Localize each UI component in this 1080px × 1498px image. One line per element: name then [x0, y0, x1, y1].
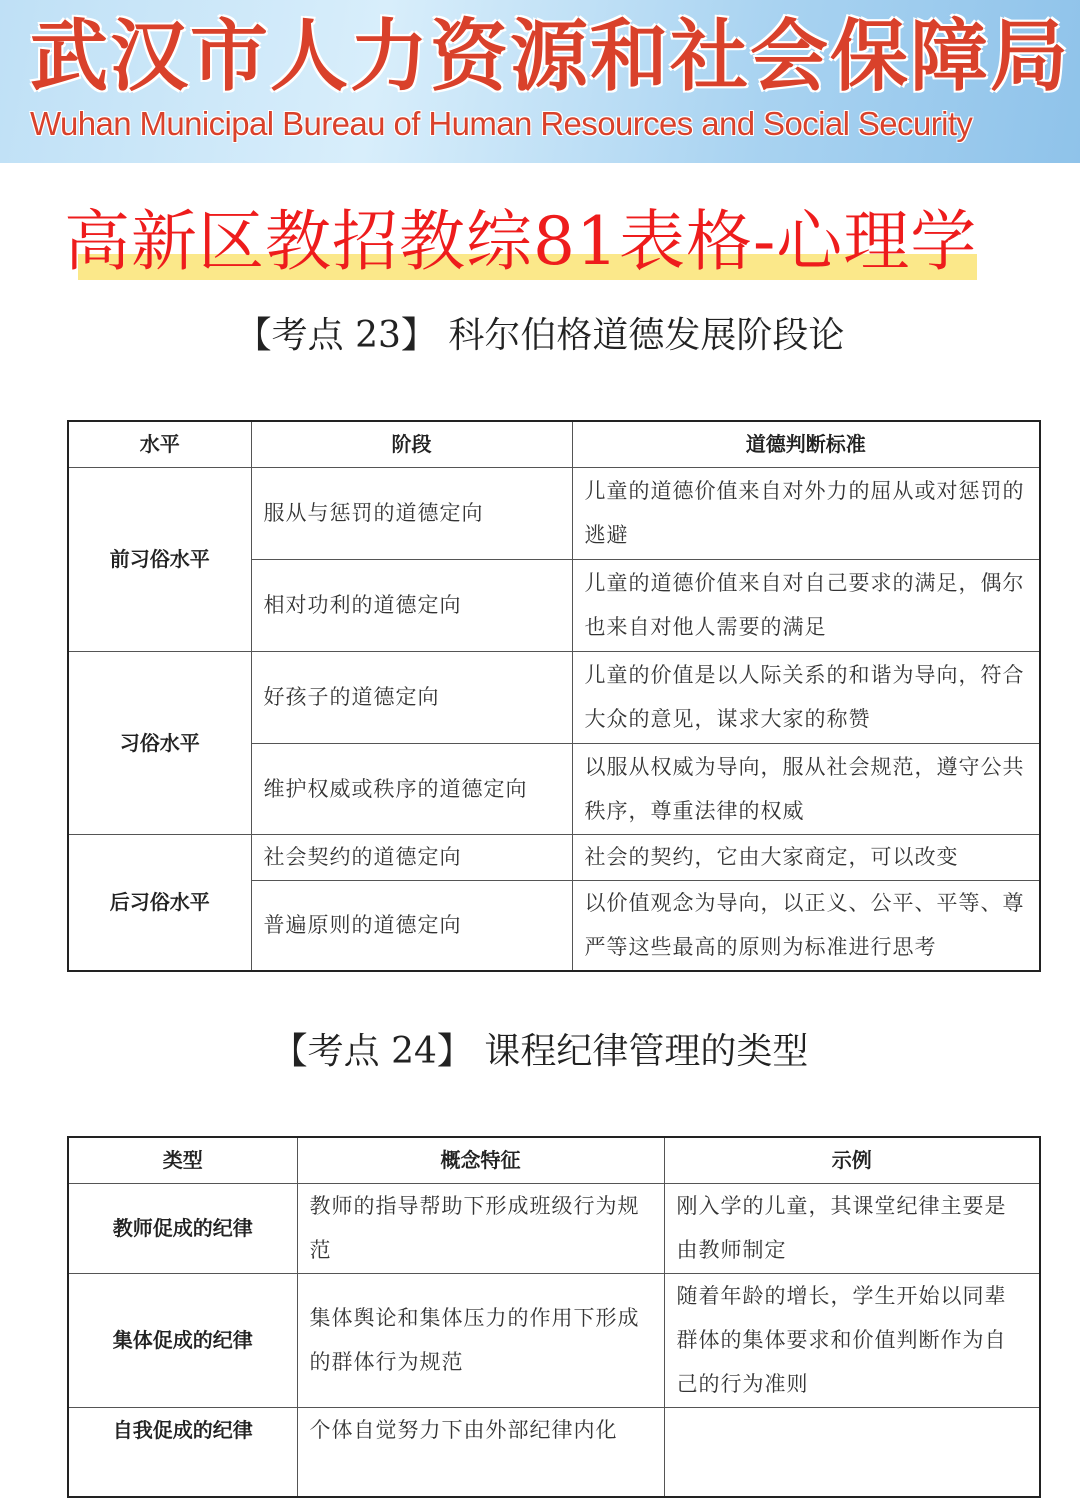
level-cell: 前习俗水平: [68, 467, 251, 651]
table-row: [68, 1183, 1040, 1273]
header-cell: 概念特征: [297, 1137, 664, 1183]
header-cell: 阶段: [251, 421, 572, 467]
feature-cell: 个体自觉努力下由外部纪律内化: [297, 1407, 664, 1497]
table-row: [68, 651, 1040, 743]
table-header-row: [68, 1137, 1040, 1183]
type-cell: 教师促成的纪律: [68, 1183, 297, 1273]
page-title-text: 高新区教招教综81表格-心理学: [64, 203, 978, 280]
stage-cell: 相对功利的道德定向: [251, 559, 572, 651]
page-title: [64, 204, 977, 280]
stage-cell: 普遍原则的道德定向: [251, 880, 572, 971]
standard-cell: 儿童的价值是以人际关系的和谐为导向，符合大众的意见，谋求大家的称赞: [572, 651, 1040, 743]
standard-cell: 儿童的道德价值来自对自己要求的满足，偶尔也来自对他人需要的满足: [572, 559, 1040, 651]
stage-cell: 服从与惩罚的道德定向: [251, 467, 572, 559]
table-row: [68, 1407, 1040, 1497]
stage-cell: 好孩子的道德定向: [251, 651, 572, 743]
section-heading-23: 【考点 23】 科尔伯格道德发展阶段论: [235, 315, 845, 356]
standard-cell: 社会的契约，它由大家商定，可以改变: [572, 834, 1040, 880]
feature-cell: 集体舆论和集体压力的作用下形成的群体行为规范: [297, 1273, 664, 1407]
kohlberg-table: [67, 420, 1041, 972]
standard-cell: 以服从权威为导向，服从社会规范，遵守公共秩序，尊重法律的权威: [572, 743, 1040, 834]
banner-title-en: Wuhan Municipal Bureau of Human Resources and Social Security: [30, 105, 973, 142]
banner-title-cn: 武汉市人力资源和社会保障局: [30, 12, 1071, 102]
level-cell: 后习俗水平: [68, 834, 251, 971]
type-cell: 自我促成的纪律: [68, 1407, 297, 1497]
stage-cell: 社会契约的道德定向: [251, 834, 572, 880]
table-header-row: [68, 421, 1040, 467]
table-row: [68, 467, 1040, 559]
example-cell: 随着年龄的增长，学生开始以同辈群体的集体要求和价值判断作为自己的行为准则: [664, 1273, 1040, 1407]
stage-cell: 维护权威或秩序的道德定向: [251, 743, 572, 834]
example-cell: [664, 1407, 1040, 1497]
standard-cell: 以价值观念为导向，以正义、公平、平等、尊严等这些最高的原则为标准进行思考: [572, 880, 1040, 971]
header-cell: 水平: [68, 421, 251, 467]
header-cell: 道德判断标准: [572, 421, 1040, 467]
type-cell: 集体促成的纪律: [68, 1273, 297, 1407]
section-heading-24: 【考点 24】 课程纪律管理的类型: [271, 1031, 809, 1072]
feature-cell: 教师的指导帮助下形成班级行为规范: [297, 1183, 664, 1273]
table-row: [68, 834, 1040, 880]
header-cell: 类型: [68, 1137, 297, 1183]
table-row: [68, 1273, 1040, 1407]
discipline-table: [67, 1136, 1041, 1498]
bureau-banner: [0, 0, 1080, 163]
level-cell: 习俗水平: [68, 651, 251, 834]
standard-cell: 儿童的道德价值来自对外力的屈从或对惩罚的逃避: [572, 467, 1040, 559]
header-cell: 示例: [664, 1137, 1040, 1183]
example-cell: 刚入学的儿童，其课堂纪律主要是由教师制定: [664, 1183, 1040, 1273]
